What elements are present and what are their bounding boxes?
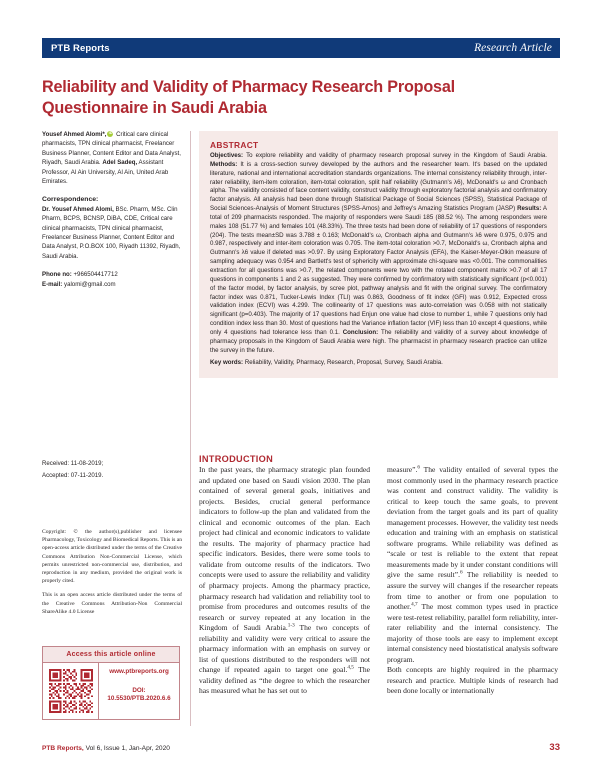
footer-issue: Vol 6, Issue 1, Jan-Apr, 2020 (83, 745, 170, 752)
keywords-line (210, 359, 547, 368)
submission-dates (42, 458, 182, 482)
journal-url-link[interactable]: www.ptbreports.org (109, 668, 169, 675)
intro-right-part2: The validity entailed of several types the most commonly used in the pharmacy research practice was content and construct validity. The validity is critical to keep touch the same goals, to prevent deviation from the target goals and its part of quality management processes. However, the validity test needs education and training with an emphasis on statistical software programs. While reliability was defined as “scale or test is reliable to the extent that repeat measurements made by it under constant conditions will give the same result”. (387, 465, 558, 580)
footer-citation (42, 745, 170, 752)
access-article-box (42, 646, 180, 720)
copyright-paragraph-2: This is an open access article distributed under the terms of the Creative Commons Attribution-Non Commercial ShareAlike 4.0 License (42, 592, 182, 615)
access-links (99, 663, 179, 719)
intro-left-part1: In the past years, the pharmacy strategic plan founded and updated one based on Saudi vision 2030. The plan contained of several general goals, initiatives and projects. Besides, crucial general performance indicators to follow-up the plan and validated from the clinical and economic outcomes of the plan. Each project had clinical and economic indicators to validate the results. The majority of pharmacy practice had specific indicators. Besides, there were some tools to validate from outcome results of the indicators. Two concepts were used to assure the reliability and validity of pharmacy projects. Among the pharmacy practice, pharmacy research had validation and reliability tool to promise from procedures and outcomes results of the research or survey repeated at any location in the Kingdom of Saudi Arabia. (199, 465, 370, 633)
abstract-body (210, 152, 547, 355)
objectives-label: Objectives: (210, 152, 244, 159)
intro-right-ref3: 4,7 (411, 601, 418, 608)
footer-journal-name: PTB Reports, (42, 745, 84, 752)
article-type-label: Research Article (474, 42, 552, 54)
author-affiliations (42, 130, 182, 186)
column-divider (190, 131, 191, 726)
keywords-label: Key words: (210, 359, 244, 367)
introduction-column-right (387, 465, 558, 697)
abstract-section (199, 131, 558, 378)
intro-left-ref2: 4,5 (347, 664, 354, 671)
author-sidebar (42, 130, 182, 289)
email-label: E-mail: (42, 280, 63, 288)
access-box-heading: Access this article online (43, 647, 179, 663)
accepted-date: Accepted: 07-11-2019. (42, 472, 104, 479)
intro-right-ref1: 6 (417, 464, 420, 471)
intro-right-part3: The reliability is needed to assure the survey will changes if the researcher repeats from time to another or from one population to another. (387, 570, 558, 612)
masthead-bar (42, 38, 560, 58)
page-number: 33 (549, 742, 560, 753)
intro-left-part3: The validity defined as “the degree to which the researcher has measured what he has set out to (199, 665, 370, 696)
spacer (42, 261, 182, 270)
correspondence-details: BSc. Pharm, MSc. Clin Pharm, BCPS, BCNSP, DiBA, CDE, Critical care clinical pharmacists, TPN clinical pharmacist, Freelancer Business Planner, Content Editor and Data Analyst, P.O.BOX 100, Riyadh 11392, Riyadh, Saudi Arabia. (42, 205, 181, 260)
doi-label: DOI: (132, 687, 146, 694)
conclusion-text: The reliability and validity of a survey about knowledge of pharmacy proposals in the Kingdom of Saudi Arabia were high. The pharmacist in pharmacy research practice can utilize the survey in the future. (210, 328, 547, 354)
received-date: Received: 11-08-2019; (42, 460, 104, 467)
intro-left-text (199, 465, 370, 697)
email-value[interactable]: yalomi@gmail.com (62, 280, 116, 288)
author-1-name: Yousef Ahmed Alomi*, (42, 131, 107, 138)
intro-right-paragraph-2: Both concepts are highly required in the pharmacy research and practice. Multiple kinds of research had been done locally or internationally (387, 665, 558, 696)
copyright-notice (42, 528, 182, 622)
page-title: Reliability and Validity of Pharmacy Research Proposal Questionnaire in Saudi Arabia (42, 77, 455, 117)
author-2-affiliation: Assistant Professor, Al Ain University, Al Ain, United Arab Emirates. (42, 159, 169, 186)
author-2-name: Adel Sadeq, (102, 159, 138, 167)
access-box-body (43, 663, 179, 719)
phone-value: +966504417712 (71, 271, 118, 279)
results-text: A total of 209 pharmacists responded. The majority of responders were Saudi 185 (88.52 %). The among responders were males 108 (51.77 %) and females 101 (48.33%). The three tests had been done of reliability of 17 questions of responders (204). The tests mean±SD was 3.788 ± 0.163; McDonald's ω, Cronbach alpha and Gutmann's λ6 were 0.975, 0.975 and 0.987, respectively and inter-item coloration was 0.705. The item-total coloration >0.7, McDonald's ω, Cronbach alpha and Gutmann's λ6 value if deleted was >0.97. By using Exploratory Factor Analysis (EFA), the Kaiser-Meyer-Olkin measure of sampling adequacy was 0.954 and Bartlett's test of sphericity with approximate chi-square was <0.001. The commonalities extraction for all questions was >0.7, the related components were two with the rotated component matrix >0.7 of all 17 questions in components 1 and 2 as suggested. They were confirmed by confirmatory with statistically significant (p<0.001) of the factor model, by factor analysis, by scree plot, pathway analysis and fit with the original survey. The confirmatory factor index was 0.871, Tucker-Lewis Index (TLI) was 0.863, Goodness of fit index (GFI) was 0.912, Expected cross validation index (ECVI) was 4.299. The collinearity of 17 questions was auto-correlation was 0.058 with not statically significant (p=0.403). The majority of 17 questions had Enjun one value had close to number 1, while 7 questions only had condition index less than 30. Most of questions had the Variance inflation factor (VIF) less than 10 except 4 questions, while only 4 questions had tolerance less than 0.1. (210, 205, 547, 336)
page-footer (42, 742, 560, 753)
intro-left-part2: The two concepts of reliability and validity were very critical to assure the pharmacy information with an emphasis on survey or list of questions distributed to the responders will not change if repeated again to target one goal. (199, 623, 370, 675)
qr-code-icon[interactable] (49, 669, 93, 713)
doi-value[interactable]: 10.5530/PTB.2020.6.6 (107, 695, 171, 702)
conclusion-label: Conclusion: (342, 328, 379, 336)
intro-right-part1: measure”. (387, 465, 418, 474)
methods-label: Methods: (210, 160, 238, 168)
phone-line (42, 270, 182, 279)
results-label: Results: (517, 205, 542, 213)
intro-right-ref2: 6 (460, 569, 463, 576)
objectives-text: To explore reliability and validity of pharmacy research proposal survey in the Kingdom of Saudi Arabia. (243, 152, 547, 159)
introduction-column-left (199, 465, 370, 697)
orcid-id-icon[interactable] (107, 131, 113, 137)
copyright-paragraph-1: Copyright: © the author(s),publisher and licensee Pharmacology, Toxicology and Biomedical Reports. This is an open-access article distributed under the terms of the Creative Commons Attribution Non-Commercial License, which permits unrestricted non-commercial use, distribution, and reproduction in any medium, provided the original work is properly cited. (42, 529, 182, 585)
keywords-text: Reliability, Validity, Pharmacy, Research, Proposal, Survey, Saudi Arabia. (243, 359, 443, 367)
correspondence-heading: Correspondence: (42, 196, 99, 204)
phone-label: Phone no: (42, 271, 72, 279)
author-1-affiliation: Critical care clinical pharmacists, TPN clinical pharmacist, Freelancer Business Planner, Content Editor and Data Analyst, Riyadh, Saudi Arabia. (42, 131, 181, 167)
journal-name: PTB Reports (51, 42, 110, 54)
intro-left-ref1: 1-3 (287, 622, 295, 629)
abstract-heading: ABSTRACT (210, 140, 259, 150)
correspondence-name: Dr. Yousef Ahmed Alomi, (42, 205, 114, 213)
intro-right-text (387, 465, 558, 665)
introduction-heading: INTRODUCTION (199, 453, 274, 464)
methods-text: It is a cross-section survey developed by the authors and the researcher team. It's based on the updated literature, national and international accreditation standards organizations. The internal consistency reliability through, inter-rater reliability, item-item coloration, item-total coloration, split half reliability (Gutmann's λ6), McDonald's ω and Cronbach alpha. The validity consisted of face content validity, construct validity through exploratory factorial analysis and confirmatory factor analysis. All analysis had been done through Statistical Package of Social Sciences (SPSS), Statistical Package of Social Sciences-Analysis of Moment Structures (SPSS-Amos) and Jeffrey's Amazing Statistics Program (JASP) (210, 160, 547, 213)
email-line (42, 280, 182, 289)
intro-right-part4: The most common types used in practice were test-retest reliability, parallel form reliability, inter-rater reliability and the internal consistency. The majority of those tools are easy to implement except internal consistency need biostatistical analysis software program. (387, 602, 558, 664)
qr-cell (43, 663, 99, 719)
